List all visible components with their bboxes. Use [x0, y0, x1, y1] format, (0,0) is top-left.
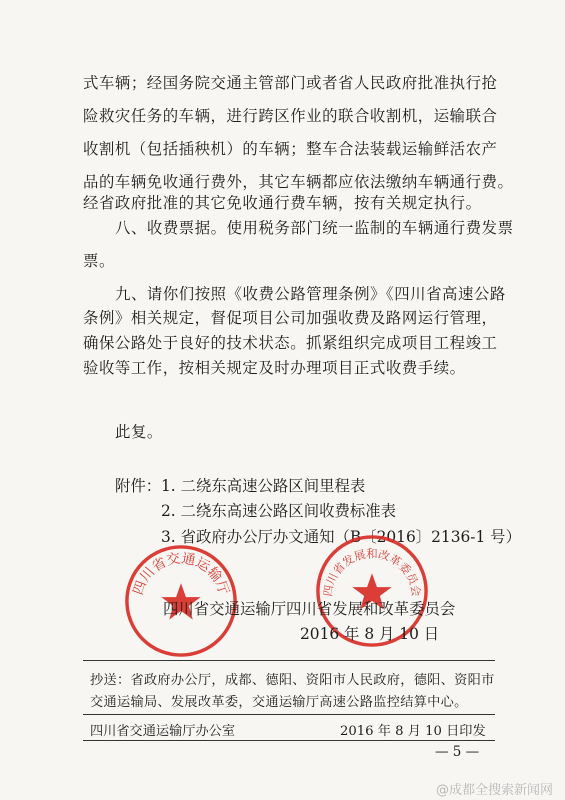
signatory-development-reform-commission: 四川省发展和改革委员会 [286, 600, 456, 618]
section-8-line: 八、收费票据。使用税务部门统一监制的车辆通行费发票 [115, 219, 514, 237]
signatory-transport-department: 四川省交通运输厅 [163, 600, 287, 618]
body-line: 式车辆；经国务院交通主管部门或者省人民政府批准执行抢 [83, 74, 498, 92]
body-line: 品的车辆免收通行费外，其它车辆都应依法缴纳车辆通行费。 [83, 173, 514, 191]
attachments-label: 附件： [115, 477, 162, 495]
section-8-line: 票。 [83, 252, 115, 270]
closing-reply: 此复。 [115, 423, 163, 441]
cc-line: 交通运输局、发展改革委，交通运输厅高速公路监控结算中心。 [90, 695, 468, 710]
body-line: 收割机（包括插秧机）的车辆；整车合法装载运输鲜活农产 [83, 140, 498, 158]
watermark: @成都全搜索新闻网 [435, 783, 553, 798]
issuing-office: 四川省交通运输厅办公室 [90, 724, 236, 739]
issue-date: 2016 年 8 月 10 日印发 [340, 724, 486, 739]
section-9-line: 九、请你们按照《收费公路管理条例》《四川省高速公路 [115, 285, 506, 303]
body-line: 经省政府批准的其它免收通行费车辆，按有关规定执行。 [83, 194, 482, 212]
cc-line: 抄送：省政府办公厅，成都、德阳、资阳市人民政府，德阳、资阳市 [90, 673, 495, 688]
page-number: — 5 — [435, 744, 480, 760]
svg-text:四川省交通运输厅: 四川省交通运输厅 [130, 550, 232, 598]
cc-top-rule [83, 660, 495, 661]
cc-bottom-rule [83, 714, 495, 715]
svg-text:四川省发展和改革委员会: 四川省发展和改革委员会 [321, 547, 423, 598]
signature-date: 2016 年 8 月 10 日 [300, 625, 440, 643]
footer-bottom-rule [83, 740, 495, 741]
section-9-line: 条例》相关规定，督促项目公司加强收费及路网运行管理， [83, 309, 498, 327]
body-line: 险救灾任务的车辆，进行跨区作业的联合收割机，运输联合 [83, 107, 498, 125]
section-9-line: 验收等工作，按相关规定及时办理项目正式收费手续。 [83, 359, 466, 377]
attachment-item: 1. 二绕东高速公路区间里程表 [161, 477, 366, 495]
attachment-item: 3. 省政府办公厅办文通知（B〔2016〕2136-1 号） [161, 528, 521, 546]
section-9-line: 确保公路处于良好的技术状态。抓紧组织完成项目工程竣工 [83, 334, 498, 352]
attachment-item: 2. 二绕东高速公路区间收费标准表 [161, 502, 397, 520]
